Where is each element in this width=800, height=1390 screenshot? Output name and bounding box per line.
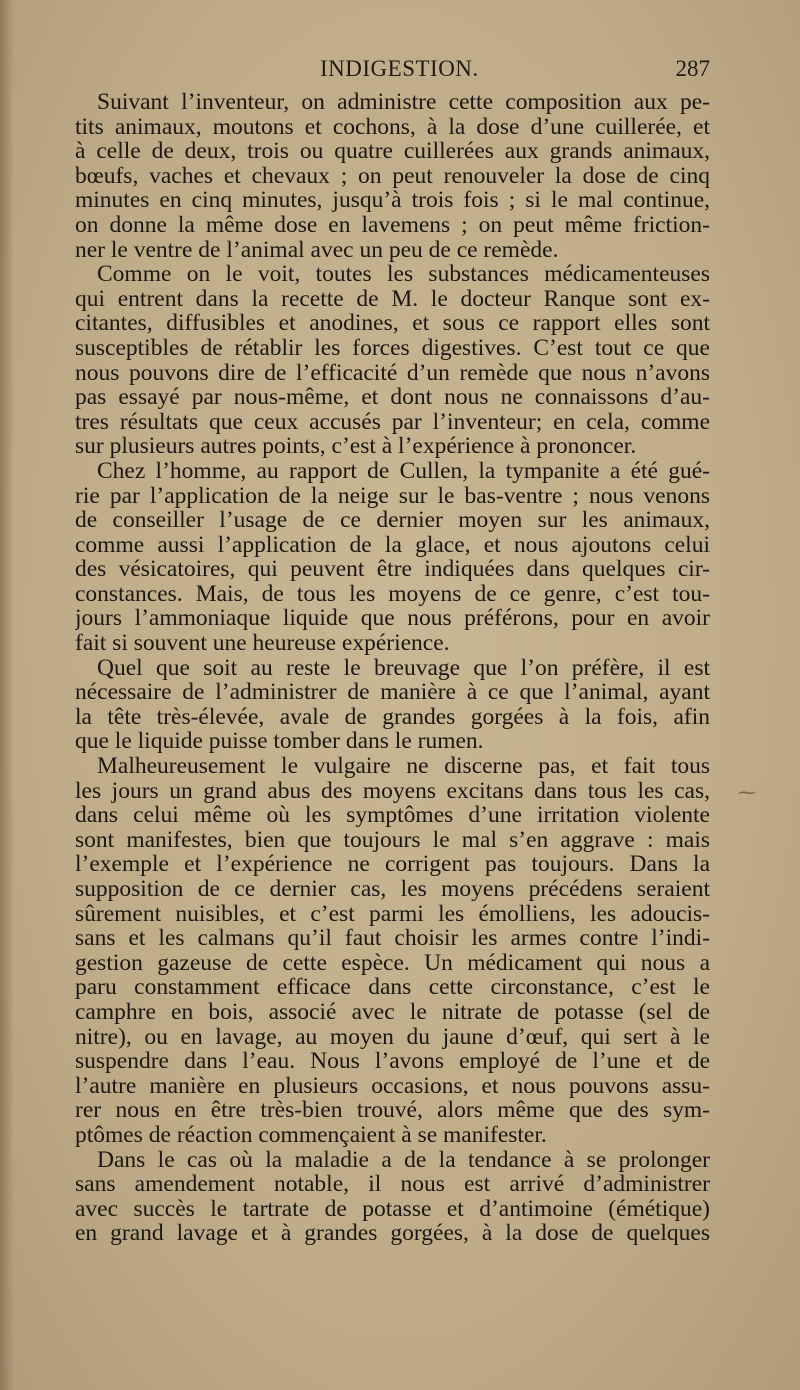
text-line: suspendre dans l’eau. Nous l’avons employé de l’une et de — [75, 1049, 710, 1074]
text-line: l’exemple et l’expérience ne corrigent pas toujours. Dans la — [75, 852, 710, 877]
text-line: qui entrent dans la recette de M. le docteur Ranque sont ex- — [75, 286, 710, 312]
text-line: Malheureusement le vulgaire ne discerne pas, et fait tous — [97, 754, 710, 779]
text-line: supposition de ce dernier cas, les moyens précédens seraient — [75, 877, 710, 902]
page-number: 287 — [675, 56, 710, 81]
text-line: nitre), ou en lavage, au moyen du jaune d’œuf, qui sert à le — [75, 1024, 710, 1050]
text-line: citantes, diffusibles et anodines, et sous ce rapport elles sont — [75, 311, 710, 336]
body-text — [75, 90, 710, 1246]
text-line: sans amendement notable, il nous est arrivé d’administrer — [75, 1172, 710, 1197]
text-line: la tête très-élevée, avale de grandes gorgées à la fois, afin — [75, 704, 710, 730]
text-line: dans celui même où les symptômes d’une irritation violente — [75, 803, 710, 828]
text-line: avec succès le tartrate de potasse et d’antimoine (émétique) — [75, 1196, 710, 1222]
text-line: sans et les calmans qu’il faut choisir les armes contre l’indi- — [75, 926, 710, 951]
running-title: INDIGESTION. — [320, 56, 479, 81]
running-header — [75, 56, 710, 86]
text-line: paru constamment efficace dans cette circonstance, c’est le — [75, 975, 710, 1000]
text-line: Comme on le voit, toutes les substances médicamenteuses — [97, 262, 710, 287]
text-line: rer nous en être très-bien trouvé, alors même que des sym- — [75, 1098, 710, 1123]
text-line: bœufs, vaches et chevaux ; on peut renouveler la dose de cinq — [75, 163, 710, 189]
text-line: sûrement nuisibles, et c’est parmi les émolliens, les adoucis- — [75, 901, 710, 927]
text-line: nous pouvons dire de l’efficacité d’un remède que nous n’avons — [75, 360, 710, 386]
text-line: constances. Mais, de tous les moyens de ce genre, c’est tou- — [75, 581, 710, 607]
text-line: sont manifestes, bien que toujours le mal s’en aggrave : mais — [75, 827, 710, 853]
text-line: de conseiller l’usage de ce dernier moyen sur les animaux, — [75, 508, 710, 533]
text-line: Dans le cas où la maladie a de la tendance à se prolonger — [97, 1147, 710, 1173]
text-line: rie par l’application de la neige sur le bas-ventre ; nous venons — [75, 483, 710, 509]
text-line: minutes en cinq minutes, jusqu’à trois fois ; si le mal continue, — [75, 188, 710, 213]
text-line: l’autre manière en plusieurs occasions, et nous pouvons assu- — [75, 1073, 710, 1099]
text-line: ner le ventre de l’animal avec un peu de ce remède. — [75, 237, 559, 263]
text-line: gestion gazeuse de cette espèce. Un médicament qui nous a — [75, 950, 710, 976]
margin-pencil-mark: ⁓ — [738, 782, 756, 803]
text-line: jours l’ammoniaque liquide que nous préférons, pour en avoir — [75, 606, 710, 632]
binding-edge — [0, 0, 14, 1390]
text-line: pas essayé par nous-même, et dont nous ne connaissons d’au- — [75, 385, 710, 410]
text-line: camphre en bois, associé avec le nitrate de potasse (sel de — [75, 999, 710, 1025]
text-line: fait si souvent une heureuse expérience. — [75, 631, 450, 656]
text-line: ptômes de réaction commençaient à se manifester. — [75, 1122, 547, 1148]
text-line: Quel que soit au reste le breuvage que l’on préfère, il est — [97, 655, 710, 681]
text-line: en grand lavage et à grandes gorgées, à la dose de quelques — [75, 1221, 710, 1246]
text-line: on donne la même dose en lavemens ; on peut même friction- — [75, 212, 710, 238]
text-line: que le liquide puisse tomber dans le rumen. — [75, 729, 484, 755]
text-line: tits animaux, moutons et cochons, à la dose d’une cuillerée, et — [75, 114, 710, 140]
text-line: Chez l’homme, au rapport de Cullen, la tympanite a été gué- — [97, 458, 710, 484]
text-line: susceptibles de rétablir les forces digestives. C’est tout ce que — [75, 335, 710, 361]
text-line: Suivant l’inventeur, on administre cette composition aux pe- — [97, 90, 710, 115]
text-line: les jours un grand abus des moyens excitans dans tous les cas, — [75, 778, 710, 804]
text-line: nécessaire de l’administrer de manière à ce que l’animal, ayant — [75, 680, 710, 705]
text-line: à celle de deux, trois ou quatre cuillerées aux grands animaux, — [75, 139, 710, 164]
text-line: des vésicatoires, qui peuvent être indiquées dans quelques cir- — [75, 557, 710, 582]
text-line: sur plusieurs autres points, c’est à l’expérience à prononcer. — [75, 434, 637, 459]
text-line: tres résultats que ceux accusés par l’inventeur; en cela, comme — [75, 409, 710, 435]
text-line: comme aussi l’application de la glace, et nous ajoutons celui — [75, 532, 710, 558]
